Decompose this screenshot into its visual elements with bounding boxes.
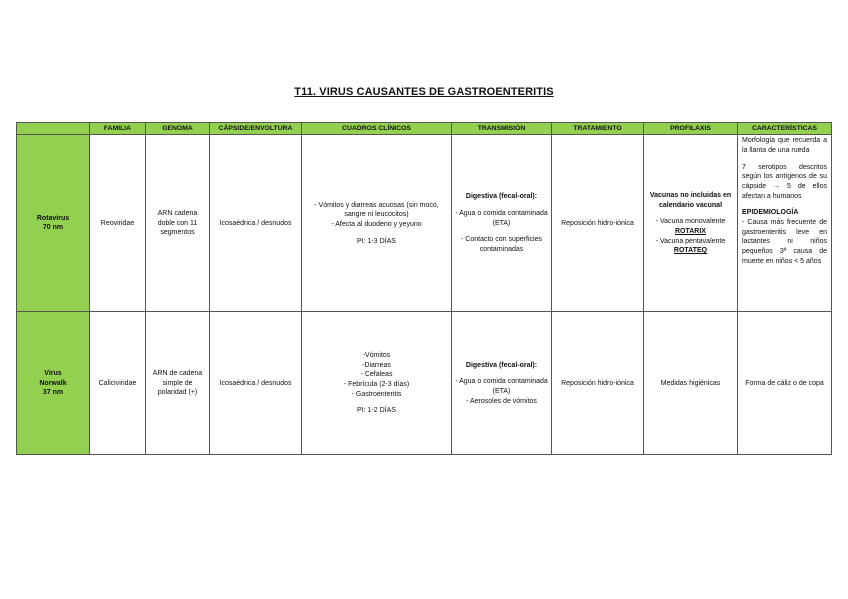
epidemiologia-heading: EPIDEMIOLOGÍA	[742, 209, 799, 217]
familia-cell: Reoviridae	[90, 135, 146, 312]
cuadros-clinicos-cell: - Vómitos y diarreas acuosas (sin moco, sangre ni leucocitos) - Afecta al duodeno y yeyuno PI: 1-3 DÍAS	[302, 135, 452, 312]
genoma-cell: ARN cadena doble con 11 segmentos	[146, 135, 210, 312]
header-caracteristicas: CARACTERÍSTICAS	[738, 123, 832, 135]
tratamiento-cell: Reposición hidro-iónica	[552, 135, 644, 312]
tratamiento-cell: Reposición hidro-iónica	[552, 312, 644, 455]
virus-name-cell: Rotavirus 70 nm	[17, 135, 90, 312]
capside-cell: Icosaédrica / desnudos	[210, 312, 302, 455]
caracteristicas-cell: Forma de cáliz o de copa	[738, 312, 832, 455]
table-header-row	[17, 123, 832, 135]
header-tratamiento: TRATAMIENTO	[552, 123, 644, 135]
vaccine-rotateq: ROTATEQ	[673, 247, 708, 255]
header-familia: FAMILIA	[90, 123, 146, 135]
table-row	[17, 312, 832, 455]
caracteristicas-cell: Morfología que recuerda a la llanta de una rueda 7 serotipos descritos según los antígenos de su cápside → 5 de ellos afectan a humanos EPIDEMIOLOGÍA - Causa más frecuente de gastroenteritis leve en lactantes ni niños pequeños 3ª causa de muerte en niños < 5 años	[738, 135, 832, 312]
page-title: T11. VIRUS CAUSANTES DE GASTROENTERITIS	[294, 86, 554, 98]
header-corner	[17, 123, 90, 135]
table-row	[17, 135, 832, 312]
capside-cell: Icosaédrica / desnudos	[210, 135, 302, 312]
header-cuadros-clinicos: CUADROS CLÍNICOS	[302, 123, 452, 135]
vaccine-rotarix: ROTARIX	[675, 227, 706, 235]
genoma-cell: ARN de cadena simple de polaridad (+)	[146, 312, 210, 455]
transmision-cell: Digestiva (fecal-oral): - Agua o comida contaminada (ETA) - Aerosoles de vómitos	[452, 312, 552, 455]
profilaxis-cell: Vacunas no incluidas en calendario vacunal - Vacuna monovalente ROTARIX - Vacuna pentavalente ROTATEQ	[644, 135, 738, 312]
virus-name-cell: Virus Norwalk 37 nm	[17, 312, 90, 455]
periodo-incubacion: PI: 1-2 DÍAS	[357, 407, 396, 415]
periodo-incubacion: PI: 1-3 DÍAS	[357, 237, 396, 245]
familia-cell: Caliciviridae	[90, 312, 146, 455]
header-genoma: GENOMA	[146, 123, 210, 135]
transmision-cell: Digestiva (fecal-oral): - Agua o comida contaminada (ETA) - Contacto con superficies contaminadas	[452, 135, 552, 312]
header-transmision: TRANSMISIÓN	[452, 123, 552, 135]
header-profilaxis: PROFILAXIS	[644, 123, 738, 135]
header-capside: CÁPSIDE/ENVOLTURA	[210, 123, 302, 135]
gastroenteritis-virus-table	[16, 122, 832, 455]
profilaxis-cell: Medidas higiénicas	[644, 312, 738, 455]
cuadros-clinicos-cell: -Vómitos -Diarreas - Cefaleas - Febrícula (2-3 días) - Gastroenteritis PI: 1-2 DÍAS	[302, 312, 452, 455]
